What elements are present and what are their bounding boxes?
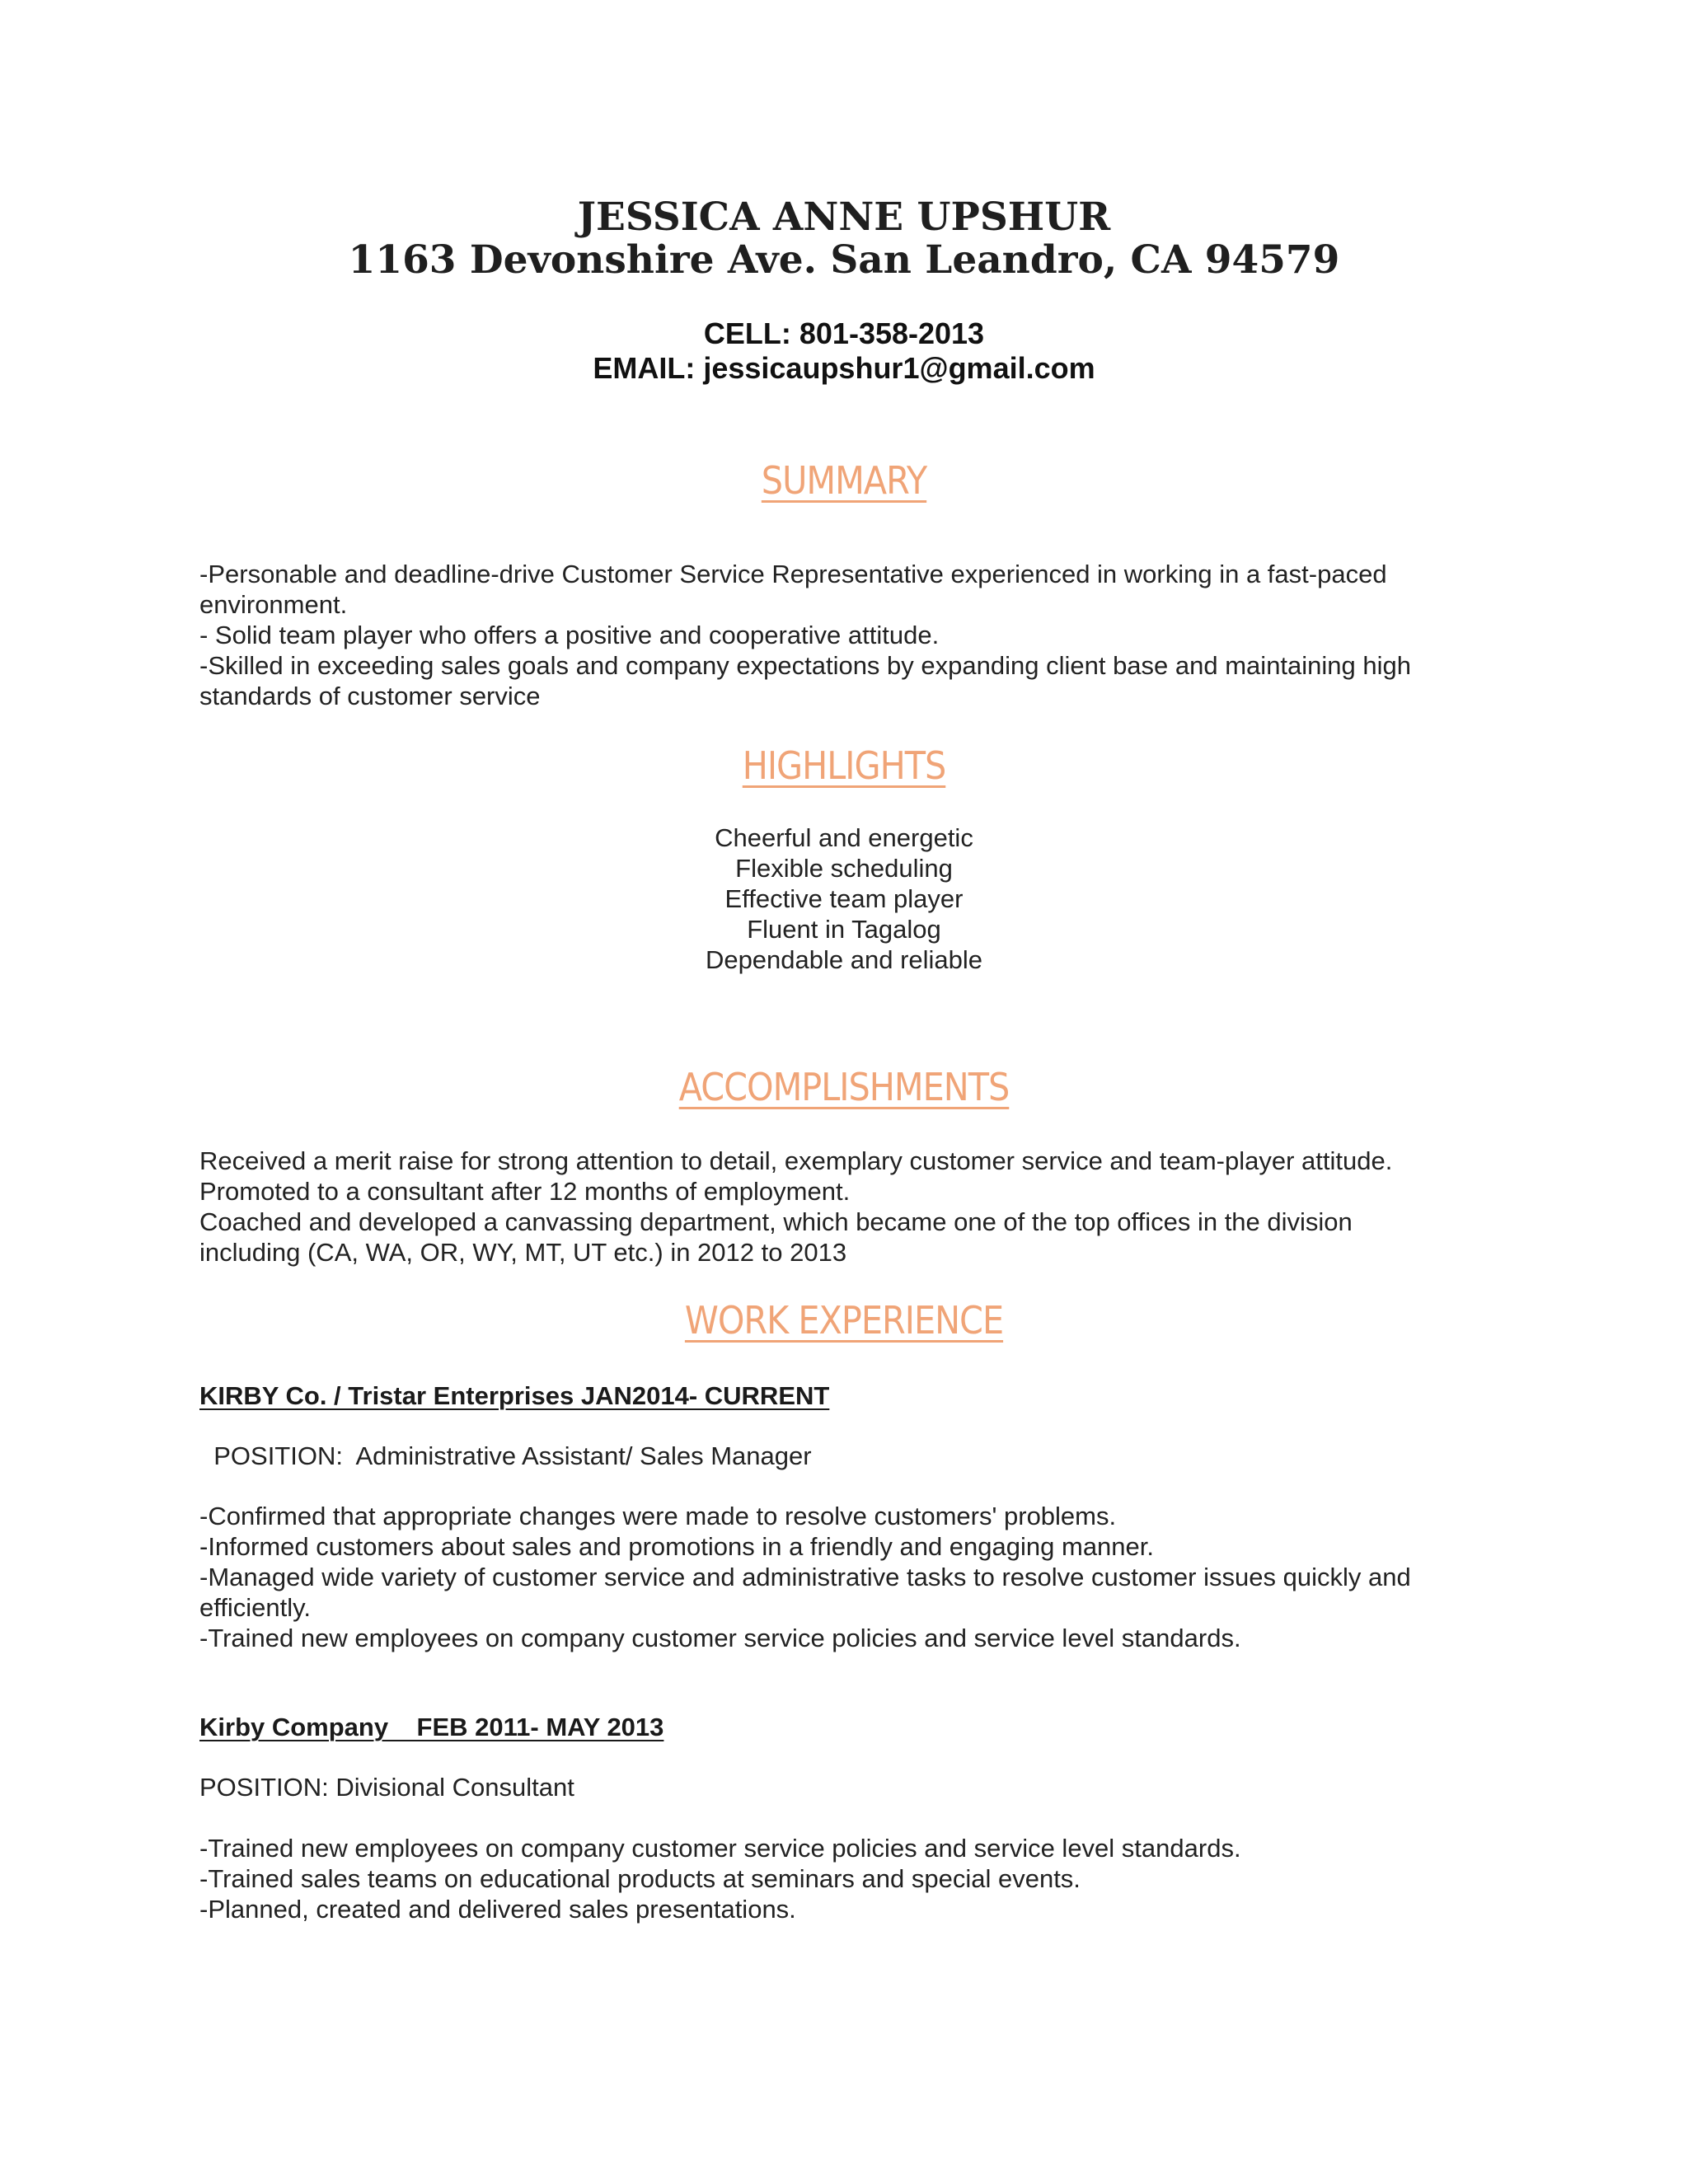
job-title: KIRBY Co. / Tristar Enterprises JAN2014- CURRENT [199, 1381, 830, 1410]
job-duty-line: -Trained new employees on company customer service policies and service level standards. [199, 1834, 1241, 1863]
job-duties [199, 1833, 1485, 1924]
email-address: EMAIL: jessicaupshur1@gmail.com [593, 351, 1095, 385]
job-position: POSITION: Administrative Assistant/ Sales Manager [199, 1441, 812, 1470]
highlight-item: Effective team player [724, 884, 964, 913]
summary-line: - Solid team player who offers a positive and cooperative attitude. [199, 621, 940, 649]
accomplishment-line: Received a merit raise for strong attention to detail, exemplary customer service and team-player attitude. [199, 1146, 1393, 1175]
summary-line: -Personable and deadline-drive Customer Service Representative experienced in working in a fast-paced [199, 560, 1387, 588]
highlight-item: Cheerful and energetic [715, 823, 973, 852]
job-duty-line: -Trained new employees on company customer service policies and service level standards. [199, 1624, 1241, 1652]
summary-line: environment. [199, 590, 348, 619]
job-duties [199, 1501, 1485, 1653]
cell-phone: CELL: 801-358-2013 [703, 316, 985, 350]
job-position: POSITION: Divisional Consultant [199, 1773, 574, 1802]
job-duty-line: -Confirmed that appropriate changes were made to resolve customers' problems. [199, 1502, 1117, 1530]
highlights-heading: HIGHLIGHTS [742, 743, 946, 788]
job-duty-line: -Planned, created and delivered sales presentations. [199, 1895, 796, 1924]
job-duty-line: efficiently. [199, 1593, 311, 1622]
accomplishment-line: Promoted to a consultant after 12 months of employment. [199, 1177, 851, 1206]
highlight-item: Dependable and reliable [705, 945, 983, 974]
accomplishments-heading: ACCOMPLISHMENTS [678, 1065, 1010, 1109]
job-duty-line: -Informed customers about sales and promotions in a friendly and engaging manner. [199, 1532, 1155, 1561]
highlight-item: Fluent in Tagalog [747, 915, 941, 944]
work-experience-heading: WORK EXPERIENCE [684, 1298, 1004, 1343]
accomplishment-line: including (CA, WA, OR, WY, MT, UT etc.) in 2012 to 2013 [199, 1238, 847, 1267]
highlight-item: Flexible scheduling [735, 854, 953, 883]
applicant-address: 1163 Devonshire Ave. San Leandro, CA 94579 [348, 237, 1340, 283]
highlights-list [0, 823, 1688, 975]
applicant-name: JESSICA ANNE UPSHUR [577, 194, 1111, 240]
summary-line: standards of customer service [199, 682, 541, 710]
summary-line: -Skilled in exceeding sales goals and company expectations by expanding client base and maintaining high [199, 651, 1412, 680]
job-duty-line: -Managed wide variety of customer service and administrative tasks to resolve customer issues quickly and [199, 1563, 1411, 1591]
accomplishment-line: Coached and developed a canvassing department, which became one of the top offices in the division [199, 1207, 1353, 1236]
summary-text [199, 559, 1485, 711]
job-duty-line: -Trained sales teams on educational products at seminars and special events. [199, 1864, 1081, 1893]
job-title: Kirby Company FEB 2011- MAY 2013 [199, 1713, 664, 1741]
accomplishments-text [199, 1146, 1485, 1268]
summary-heading: SUMMARY [761, 458, 927, 503]
